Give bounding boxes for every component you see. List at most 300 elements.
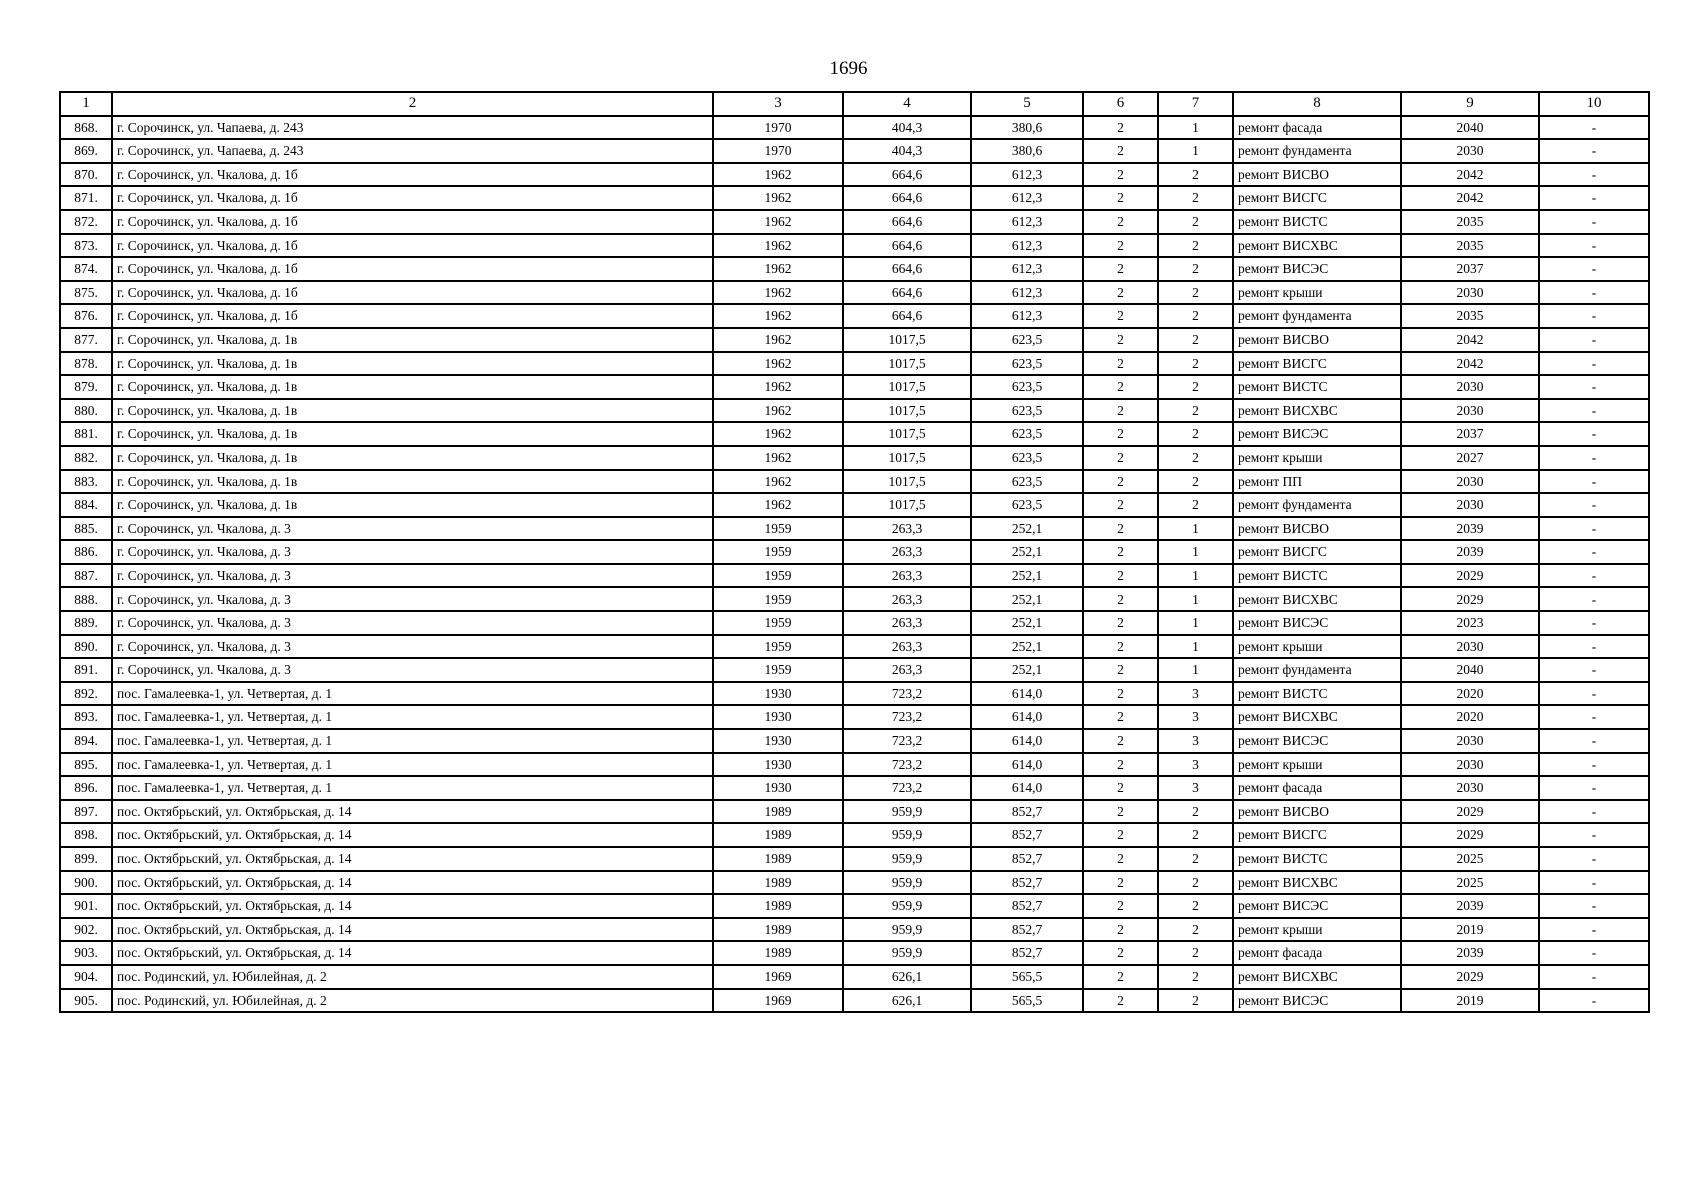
- cell-year-built: 1962: [713, 493, 843, 517]
- cell-row-number: 886.: [60, 540, 112, 564]
- cell-living-area: 614,0: [971, 682, 1083, 706]
- cell-address: г. Сорочинск, ул. Чкалова, д. 1в: [112, 375, 713, 399]
- cell-living-area: 623,5: [971, 375, 1083, 399]
- cell-address: г. Сорочинск, ул. Чкалова, д. 1б: [112, 186, 713, 210]
- cell-address: г. Сорочинск, ул. Чкалова, д. 1б: [112, 257, 713, 281]
- cell-planned-year: 2019: [1401, 989, 1539, 1013]
- cell-row-number: 872.: [60, 210, 112, 234]
- cell-planned-year: 2030: [1401, 399, 1539, 423]
- cell-work-type: ремонт ВИСЭС: [1233, 989, 1401, 1013]
- cell-living-area: 623,5: [971, 422, 1083, 446]
- header-row: [60, 92, 1649, 116]
- cell-address: г. Сорочинск, ул. Чкалова, д. 1б: [112, 281, 713, 305]
- cell-col-6: 2: [1083, 493, 1158, 517]
- cell-row-number: 881.: [60, 422, 112, 446]
- column-header-4: 4: [843, 92, 971, 116]
- cell-total-area: 263,3: [843, 611, 971, 635]
- cell-work-type: ремонт ВИСГС: [1233, 823, 1401, 847]
- cell-col-7: 2: [1158, 163, 1233, 187]
- column-header-10: 10: [1539, 92, 1649, 116]
- column-header-8: 8: [1233, 92, 1401, 116]
- cell-col-10: -: [1539, 163, 1649, 187]
- cell-address: пос. Гамалеевка-1, ул. Четвертая, д. 1: [112, 682, 713, 706]
- cell-planned-year: 2039: [1401, 894, 1539, 918]
- table-row: [60, 493, 1649, 517]
- table-row: [60, 894, 1649, 918]
- cell-row-number: 898.: [60, 823, 112, 847]
- table-row: [60, 540, 1649, 564]
- table-row: [60, 257, 1649, 281]
- cell-col-10: -: [1539, 304, 1649, 328]
- cell-col-7: 1: [1158, 540, 1233, 564]
- cell-year-built: 1930: [713, 753, 843, 777]
- column-header-3: 3: [713, 92, 843, 116]
- cell-year-built: 1962: [713, 446, 843, 470]
- cell-total-area: 263,3: [843, 564, 971, 588]
- table-row: [60, 328, 1649, 352]
- cell-planned-year: 2029: [1401, 800, 1539, 824]
- cell-col-6: 2: [1083, 470, 1158, 494]
- table-row: [60, 116, 1649, 140]
- cell-total-area: 263,3: [843, 587, 971, 611]
- table-row: [60, 635, 1649, 659]
- cell-col-7: 2: [1158, 470, 1233, 494]
- cell-col-10: -: [1539, 587, 1649, 611]
- cell-total-area: 664,6: [843, 304, 971, 328]
- cell-col-10: -: [1539, 682, 1649, 706]
- cell-planned-year: 2035: [1401, 234, 1539, 258]
- cell-col-10: -: [1539, 941, 1649, 965]
- cell-living-area: 612,3: [971, 186, 1083, 210]
- cell-total-area: 959,9: [843, 847, 971, 871]
- cell-living-area: 852,7: [971, 871, 1083, 895]
- cell-work-type: ремонт фасада: [1233, 941, 1401, 965]
- cell-col-10: -: [1539, 611, 1649, 635]
- cell-living-area: 252,1: [971, 564, 1083, 588]
- cell-total-area: 959,9: [843, 823, 971, 847]
- table-row: [60, 729, 1649, 753]
- cell-row-number: 879.: [60, 375, 112, 399]
- cell-col-6: 2: [1083, 422, 1158, 446]
- cell-address: г. Сорочинск, ул. Чапаева, д. 243: [112, 139, 713, 163]
- cell-living-area: 565,5: [971, 965, 1083, 989]
- cell-col-7: 3: [1158, 682, 1233, 706]
- cell-living-area: 252,1: [971, 658, 1083, 682]
- cell-col-10: -: [1539, 753, 1649, 777]
- cell-planned-year: 2030: [1401, 776, 1539, 800]
- cell-planned-year: 2037: [1401, 257, 1539, 281]
- cell-living-area: 252,1: [971, 635, 1083, 659]
- cell-year-built: 1989: [713, 800, 843, 824]
- table-row: [60, 776, 1649, 800]
- cell-year-built: 1962: [713, 470, 843, 494]
- table-row: [60, 800, 1649, 824]
- cell-planned-year: 2040: [1401, 658, 1539, 682]
- cell-address: пос. Гамалеевка-1, ул. Четвертая, д. 1: [112, 705, 713, 729]
- cell-row-number: 870.: [60, 163, 112, 187]
- cell-planned-year: 2030: [1401, 375, 1539, 399]
- cell-work-type: ремонт ВИСВО: [1233, 328, 1401, 352]
- cell-living-area: 612,3: [971, 281, 1083, 305]
- cell-planned-year: 2020: [1401, 682, 1539, 706]
- cell-total-area: 1017,5: [843, 328, 971, 352]
- cell-planned-year: 2039: [1401, 941, 1539, 965]
- cell-living-area: 623,5: [971, 328, 1083, 352]
- cell-total-area: 723,2: [843, 753, 971, 777]
- cell-year-built: 1962: [713, 375, 843, 399]
- cell-row-number: 871.: [60, 186, 112, 210]
- cell-total-area: 263,3: [843, 517, 971, 541]
- table-row: [60, 705, 1649, 729]
- cell-col-7: 2: [1158, 399, 1233, 423]
- cell-work-type: ремонт ВИСЭС: [1233, 257, 1401, 281]
- cell-year-built: 1970: [713, 116, 843, 140]
- cell-col-6: 2: [1083, 139, 1158, 163]
- cell-col-10: -: [1539, 823, 1649, 847]
- cell-work-type: ремонт крыши: [1233, 635, 1401, 659]
- cell-address: г. Сорочинск, ул. Чкалова, д. 3: [112, 611, 713, 635]
- cell-address: пос. Октябрьский, ул. Октябрьская, д. 14: [112, 847, 713, 871]
- cell-row-number: 901.: [60, 894, 112, 918]
- cell-total-area: 1017,5: [843, 446, 971, 470]
- cell-address: г. Сорочинск, ул. Чкалова, д. 3: [112, 658, 713, 682]
- cell-year-built: 1962: [713, 257, 843, 281]
- cell-year-built: 1962: [713, 281, 843, 305]
- table-row: [60, 517, 1649, 541]
- cell-address: г. Сорочинск, ул. Чкалова, д. 3: [112, 540, 713, 564]
- cell-work-type: ремонт ВИСЭС: [1233, 422, 1401, 446]
- cell-row-number: 904.: [60, 965, 112, 989]
- cell-planned-year: 2039: [1401, 540, 1539, 564]
- cell-col-7: 2: [1158, 894, 1233, 918]
- cell-planned-year: 2030: [1401, 470, 1539, 494]
- cell-year-built: 1962: [713, 186, 843, 210]
- cell-planned-year: 2020: [1401, 705, 1539, 729]
- cell-row-number: 905.: [60, 989, 112, 1013]
- cell-year-built: 1962: [713, 210, 843, 234]
- cell-planned-year: 2042: [1401, 163, 1539, 187]
- cell-address: пос. Октябрьский, ул. Октябрьская, д. 14: [112, 871, 713, 895]
- cell-col-7: 2: [1158, 281, 1233, 305]
- cell-year-built: 1962: [713, 352, 843, 376]
- cell-planned-year: 2030: [1401, 753, 1539, 777]
- cell-col-6: 2: [1083, 658, 1158, 682]
- cell-col-7: 2: [1158, 847, 1233, 871]
- cell-work-type: ремонт ВИСХВС: [1233, 399, 1401, 423]
- cell-planned-year: 2027: [1401, 446, 1539, 470]
- cell-work-type: ремонт крыши: [1233, 281, 1401, 305]
- cell-total-area: 1017,5: [843, 470, 971, 494]
- cell-row-number: 900.: [60, 871, 112, 895]
- cell-address: пос. Гамалеевка-1, ул. Четвертая, д. 1: [112, 776, 713, 800]
- cell-total-area: 723,2: [843, 705, 971, 729]
- cell-address: пос. Родинский, ул. Юбилейная, д. 2: [112, 989, 713, 1013]
- cell-living-area: 852,7: [971, 823, 1083, 847]
- cell-col-10: -: [1539, 470, 1649, 494]
- cell-col-6: 2: [1083, 163, 1158, 187]
- table-row: [60, 587, 1649, 611]
- cell-planned-year: 2040: [1401, 116, 1539, 140]
- cell-row-number: 877.: [60, 328, 112, 352]
- cell-col-10: -: [1539, 116, 1649, 140]
- cell-col-7: 2: [1158, 234, 1233, 258]
- cell-col-10: -: [1539, 871, 1649, 895]
- repair-schedule-table-container: [59, 91, 1648, 1013]
- cell-planned-year: 2023: [1401, 611, 1539, 635]
- cell-total-area: 626,1: [843, 989, 971, 1013]
- cell-planned-year: 2035: [1401, 210, 1539, 234]
- cell-row-number: 894.: [60, 729, 112, 753]
- cell-total-area: 1017,5: [843, 352, 971, 376]
- cell-address: г. Сорочинск, ул. Чкалова, д. 1в: [112, 399, 713, 423]
- cell-planned-year: 2030: [1401, 281, 1539, 305]
- cell-col-10: -: [1539, 446, 1649, 470]
- cell-total-area: 664,6: [843, 234, 971, 258]
- cell-living-area: 380,6: [971, 116, 1083, 140]
- cell-work-type: ремонт фундамента: [1233, 658, 1401, 682]
- cell-work-type: ремонт фасада: [1233, 776, 1401, 800]
- cell-col-7: 1: [1158, 564, 1233, 588]
- cell-col-6: 2: [1083, 871, 1158, 895]
- cell-year-built: 1962: [713, 234, 843, 258]
- table-row: [60, 658, 1649, 682]
- cell-total-area: 959,9: [843, 918, 971, 942]
- cell-work-type: ремонт ВИСХВС: [1233, 965, 1401, 989]
- cell-col-6: 2: [1083, 186, 1158, 210]
- cell-planned-year: 2029: [1401, 587, 1539, 611]
- cell-col-10: -: [1539, 540, 1649, 564]
- cell-col-7: 1: [1158, 611, 1233, 635]
- cell-year-built: 1989: [713, 871, 843, 895]
- table-row: [60, 847, 1649, 871]
- table-row: [60, 139, 1649, 163]
- cell-row-number: 893.: [60, 705, 112, 729]
- cell-planned-year: 2030: [1401, 493, 1539, 517]
- cell-living-area: 852,7: [971, 800, 1083, 824]
- cell-address: пос. Октябрьский, ул. Октябрьская, д. 14: [112, 800, 713, 824]
- cell-address: г. Сорочинск, ул. Чкалова, д. 3: [112, 635, 713, 659]
- cell-work-type: ремонт ВИСЭС: [1233, 611, 1401, 635]
- cell-col-6: 2: [1083, 587, 1158, 611]
- cell-year-built: 1959: [713, 635, 843, 659]
- repair-schedule-table: [59, 91, 1650, 1013]
- cell-row-number: 891.: [60, 658, 112, 682]
- cell-work-type: ремонт ВИСГС: [1233, 186, 1401, 210]
- cell-col-10: -: [1539, 635, 1649, 659]
- cell-planned-year: 2035: [1401, 304, 1539, 328]
- cell-col-6: 2: [1083, 352, 1158, 376]
- cell-living-area: 565,5: [971, 989, 1083, 1013]
- column-header-9: 9: [1401, 92, 1539, 116]
- cell-col-6: 2: [1083, 823, 1158, 847]
- cell-living-area: 612,3: [971, 163, 1083, 187]
- cell-planned-year: 2029: [1401, 564, 1539, 588]
- cell-living-area: 623,5: [971, 470, 1083, 494]
- cell-year-built: 1959: [713, 564, 843, 588]
- cell-work-type: ремонт ВИСТС: [1233, 564, 1401, 588]
- cell-col-7: 1: [1158, 116, 1233, 140]
- cell-col-6: 2: [1083, 776, 1158, 800]
- cell-total-area: 1017,5: [843, 399, 971, 423]
- cell-col-7: 3: [1158, 776, 1233, 800]
- cell-year-built: 1962: [713, 422, 843, 446]
- cell-total-area: 263,3: [843, 658, 971, 682]
- cell-total-area: 723,2: [843, 729, 971, 753]
- cell-address: г. Сорочинск, ул. Чкалова, д. 1в: [112, 352, 713, 376]
- cell-year-built: 1959: [713, 611, 843, 635]
- table-row: [60, 281, 1649, 305]
- cell-living-area: 252,1: [971, 517, 1083, 541]
- cell-col-6: 2: [1083, 399, 1158, 423]
- cell-work-type: ремонт крыши: [1233, 446, 1401, 470]
- cell-col-6: 2: [1083, 753, 1158, 777]
- cell-row-number: 883.: [60, 470, 112, 494]
- cell-living-area: 612,3: [971, 304, 1083, 328]
- cell-col-6: 2: [1083, 257, 1158, 281]
- table-row: [60, 234, 1649, 258]
- table-row: [60, 965, 1649, 989]
- cell-col-6: 2: [1083, 989, 1158, 1013]
- cell-col-7: 2: [1158, 918, 1233, 942]
- cell-year-built: 1962: [713, 304, 843, 328]
- cell-work-type: ремонт ВИСХВС: [1233, 705, 1401, 729]
- cell-row-number: 878.: [60, 352, 112, 376]
- cell-address: г. Сорочинск, ул. Чкалова, д. 3: [112, 587, 713, 611]
- cell-total-area: 1017,5: [843, 493, 971, 517]
- cell-work-type: ремонт ВИСХВС: [1233, 234, 1401, 258]
- cell-address: пос. Гамалеевка-1, ул. Четвертая, д. 1: [112, 753, 713, 777]
- cell-address: г. Сорочинск, ул. Чкалова, д. 1в: [112, 446, 713, 470]
- cell-col-10: -: [1539, 210, 1649, 234]
- cell-col-7: 2: [1158, 352, 1233, 376]
- cell-work-type: ремонт фундамента: [1233, 304, 1401, 328]
- cell-total-area: 664,6: [843, 210, 971, 234]
- cell-col-7: 1: [1158, 658, 1233, 682]
- cell-work-type: ремонт ВИСГС: [1233, 540, 1401, 564]
- table-body: [60, 116, 1649, 1013]
- cell-row-number: 897.: [60, 800, 112, 824]
- cell-planned-year: 2042: [1401, 328, 1539, 352]
- cell-work-type: ремонт ВИСТС: [1233, 682, 1401, 706]
- cell-living-area: 380,6: [971, 139, 1083, 163]
- cell-col-7: 2: [1158, 965, 1233, 989]
- cell-col-6: 2: [1083, 116, 1158, 140]
- cell-col-6: 2: [1083, 281, 1158, 305]
- table-row: [60, 163, 1649, 187]
- cell-row-number: 895.: [60, 753, 112, 777]
- cell-col-10: -: [1539, 705, 1649, 729]
- cell-row-number: 868.: [60, 116, 112, 140]
- cell-col-6: 2: [1083, 729, 1158, 753]
- cell-col-7: 3: [1158, 705, 1233, 729]
- table-row: [60, 422, 1649, 446]
- cell-total-area: 626,1: [843, 965, 971, 989]
- cell-work-type: ремонт ВИСХВС: [1233, 871, 1401, 895]
- cell-year-built: 1989: [713, 894, 843, 918]
- cell-col-7: 2: [1158, 871, 1233, 895]
- cell-col-7: 1: [1158, 587, 1233, 611]
- cell-col-6: 2: [1083, 304, 1158, 328]
- cell-col-10: -: [1539, 564, 1649, 588]
- cell-total-area: 664,6: [843, 257, 971, 281]
- cell-year-built: 1989: [713, 823, 843, 847]
- cell-year-built: 1930: [713, 682, 843, 706]
- cell-address: г. Сорочинск, ул. Чкалова, д. 1б: [112, 304, 713, 328]
- cell-row-number: 902.: [60, 918, 112, 942]
- cell-work-type: ремонт ВИСТС: [1233, 375, 1401, 399]
- cell-col-10: -: [1539, 352, 1649, 376]
- cell-col-10: -: [1539, 847, 1649, 871]
- cell-col-6: 2: [1083, 941, 1158, 965]
- cell-planned-year: 2042: [1401, 186, 1539, 210]
- cell-col-7: 2: [1158, 375, 1233, 399]
- cell-col-7: 1: [1158, 139, 1233, 163]
- cell-total-area: 959,9: [843, 894, 971, 918]
- cell-living-area: 852,7: [971, 894, 1083, 918]
- cell-row-number: 885.: [60, 517, 112, 541]
- cell-col-10: -: [1539, 658, 1649, 682]
- cell-address: г. Сорочинск, ул. Чкалова, д. 1б: [112, 234, 713, 258]
- cell-year-built: 1962: [713, 399, 843, 423]
- cell-living-area: 852,7: [971, 941, 1083, 965]
- cell-work-type: ремонт ВИСТС: [1233, 847, 1401, 871]
- cell-planned-year: 2025: [1401, 847, 1539, 871]
- cell-planned-year: 2030: [1401, 635, 1539, 659]
- cell-total-area: 404,3: [843, 139, 971, 163]
- cell-total-area: 723,2: [843, 776, 971, 800]
- cell-work-type: ремонт ВИСЭС: [1233, 729, 1401, 753]
- cell-col-10: -: [1539, 139, 1649, 163]
- cell-col-7: 2: [1158, 446, 1233, 470]
- cell-col-7: 2: [1158, 493, 1233, 517]
- cell-col-10: -: [1539, 493, 1649, 517]
- cell-work-type: ремонт ВИСВО: [1233, 163, 1401, 187]
- cell-address: пос. Октябрьский, ул. Октябрьская, д. 14: [112, 941, 713, 965]
- cell-row-number: 874.: [60, 257, 112, 281]
- cell-address: пос. Гамалеевка-1, ул. Четвертая, д. 1: [112, 729, 713, 753]
- cell-living-area: 614,0: [971, 705, 1083, 729]
- cell-total-area: 959,9: [843, 800, 971, 824]
- cell-col-10: -: [1539, 328, 1649, 352]
- table-row: [60, 446, 1649, 470]
- cell-col-10: -: [1539, 281, 1649, 305]
- cell-row-number: 892.: [60, 682, 112, 706]
- cell-work-type: ремонт ВИСЭС: [1233, 894, 1401, 918]
- cell-row-number: 887.: [60, 564, 112, 588]
- table-row: [60, 399, 1649, 423]
- cell-year-built: 1989: [713, 847, 843, 871]
- cell-address: г. Сорочинск, ул. Чкалова, д. 1в: [112, 328, 713, 352]
- table-row: [60, 871, 1649, 895]
- cell-total-area: 959,9: [843, 941, 971, 965]
- cell-total-area: 664,6: [843, 281, 971, 305]
- table-row: [60, 210, 1649, 234]
- cell-col-10: -: [1539, 257, 1649, 281]
- cell-planned-year: 2029: [1401, 823, 1539, 847]
- table-row: [60, 564, 1649, 588]
- cell-col-6: 2: [1083, 965, 1158, 989]
- cell-year-built: 1959: [713, 517, 843, 541]
- cell-address: г. Сорочинск, ул. Чкалова, д. 1б: [112, 210, 713, 234]
- cell-year-built: 1989: [713, 918, 843, 942]
- cell-total-area: 1017,5: [843, 422, 971, 446]
- cell-row-number: 884.: [60, 493, 112, 517]
- cell-total-area: 959,9: [843, 871, 971, 895]
- cell-living-area: 623,5: [971, 352, 1083, 376]
- column-header-7: 7: [1158, 92, 1233, 116]
- cell-col-6: 2: [1083, 800, 1158, 824]
- cell-row-number: 890.: [60, 635, 112, 659]
